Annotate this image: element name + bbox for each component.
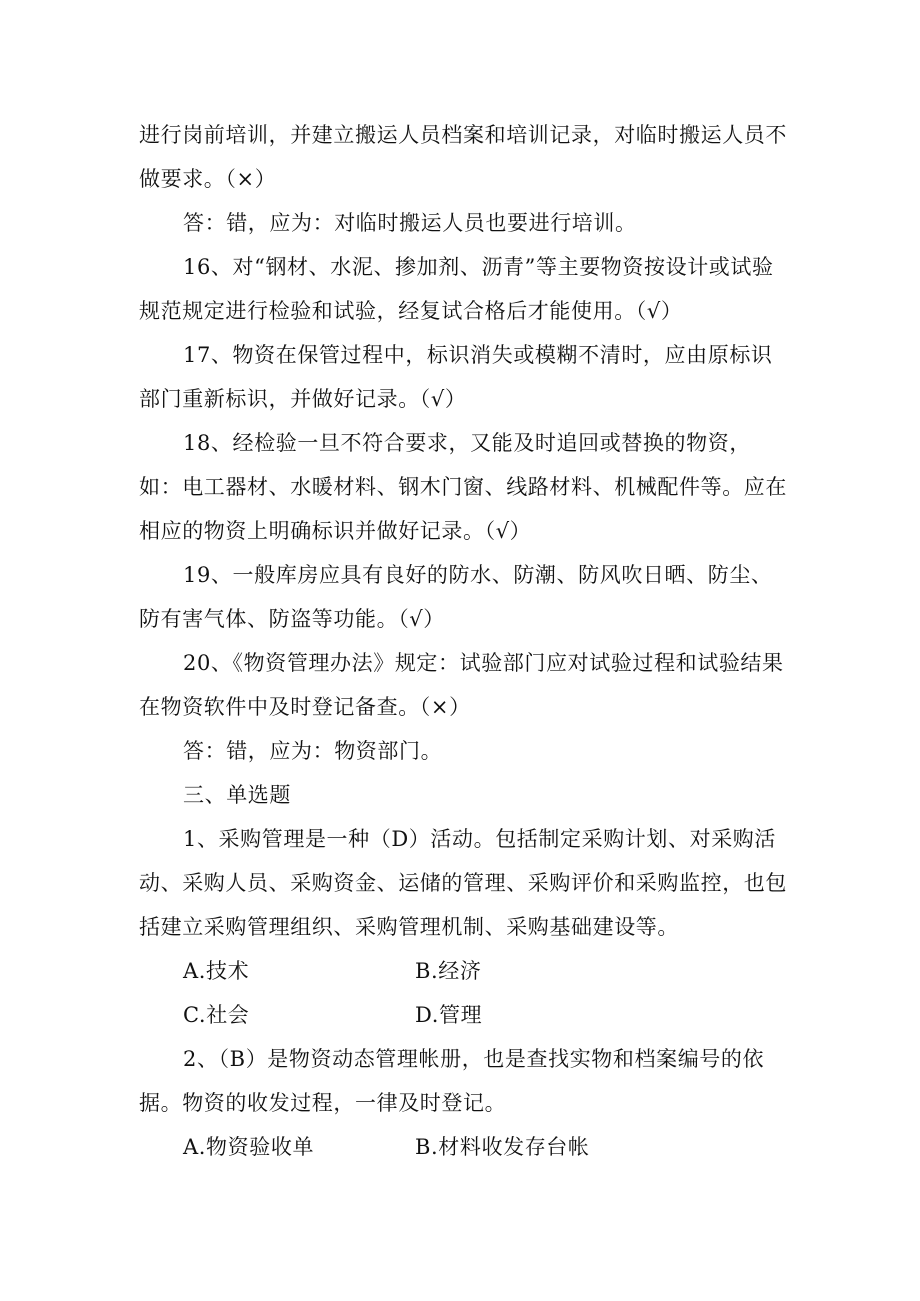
option-b: B.材料收发存台帐 — [415, 1135, 590, 1159]
question-2-options-row-1 — [139, 1125, 789, 1169]
question-20: 20、《物资管理办法》规定：试验部门应对试验过程和试验结果在物资软件中及时登记备查。（×） — [139, 651, 784, 719]
answer-20: 答：错，应为：物资部门。 — [183, 739, 443, 763]
question-1-options-row-1 — [139, 949, 789, 993]
question-19: 19、一般库房应具有良好的防水、防潮、防风吹日晒、防尘、防有害气体、防盗等功能。（√） — [139, 563, 773, 631]
option-a: A.技术 — [183, 959, 250, 983]
question-16: 16、对“钢材、水泥、掺加剂、沥青”等主要物资按设计或试验规范规定进行检验和试验，经复试合格后才能使用。（√） — [139, 255, 774, 323]
question-17: 17、物资在保管过程中，标识消失或模糊不清时，应由原标识部门重新标识，并做好记录。（√） — [139, 343, 773, 411]
single-choice-question-2: 2、（B）是物资动态管理帐册，也是查找实物和档案编号的依据。物资的收发过程，一律及时登记。 — [139, 1047, 765, 1115]
document-body — [139, 113, 789, 1169]
section-heading: 三、单选题 — [183, 783, 291, 807]
option-b: B.经济 — [415, 959, 482, 983]
answer-15: 答：错，应为：对临时搬运人员也要进行培训。 — [183, 211, 637, 235]
option-c: C.社会 — [183, 1003, 250, 1027]
continued-paragraph: 进行岗前培训，并建立搬运人员档案和培训记录，对临时搬运人员不做要求。（×） — [139, 123, 787, 191]
option-d: D.管理 — [415, 1003, 483, 1027]
question-18: 18、经检验一旦不符合要求，又能及时追回或替换的物资，如：电工器材、水暖材料、钢木门窗、线路材料、机械配件等。应在相应的物资上明确标识并做好记录。（√） — [139, 431, 787, 543]
single-choice-question-1: 1、采购管理是一种（D）活动。包括制定采购计划、对采购活动、采购人员、采购资金、运储的管理、采购评价和采购监控，也包括建立采购管理组织、采购管理机制、采购基础建设等。 — [139, 827, 787, 939]
question-1-options-row-2 — [139, 993, 789, 1037]
option-a: A.物资验收单 — [183, 1135, 315, 1159]
